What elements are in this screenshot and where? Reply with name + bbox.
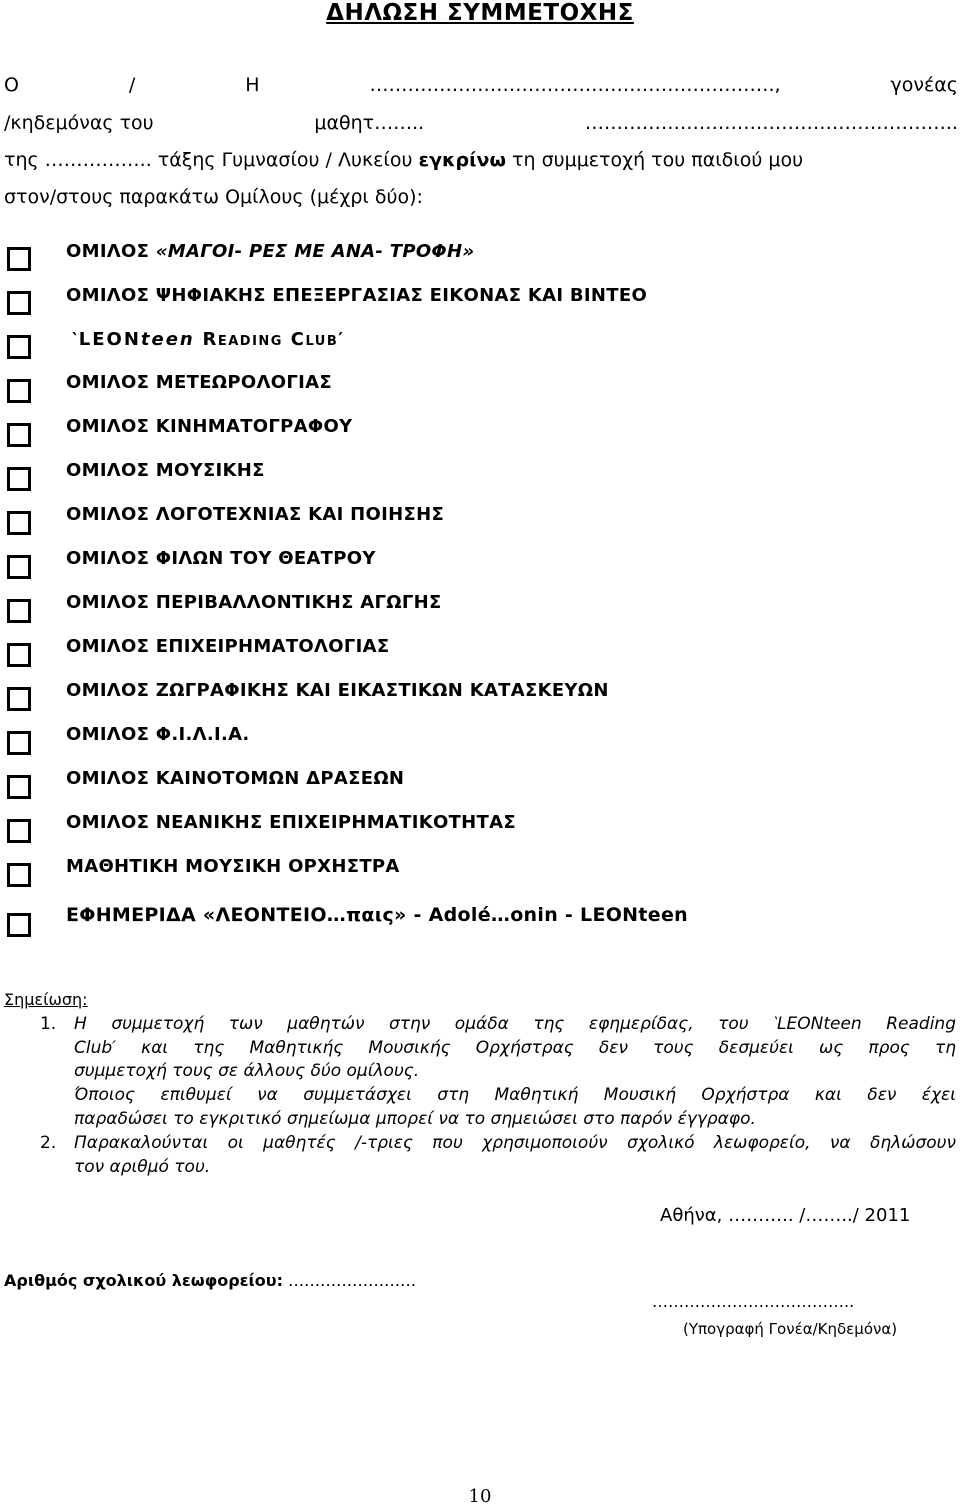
option-label: ΟΜΙΛΟΣ Φ.Ι.Λ.Ι.Α. xyxy=(66,724,250,745)
checkbox[interactable] xyxy=(7,643,31,667)
document-title: ΔΗΛΩΣΗ ΣΥΜΜΕΤΟΧΗΣ xyxy=(326,0,634,26)
checkbox[interactable] xyxy=(7,863,31,887)
note-line: τον αριθμό του. xyxy=(74,1157,211,1177)
checkbox[interactable] xyxy=(7,467,31,491)
checkbox[interactable] xyxy=(7,731,31,755)
note-line: Όποιος επιθυμεί να συμμετάσχει στη Μαθητική Μουσική Ορχήστρα και δεν έχει xyxy=(74,1085,956,1105)
bus-blank[interactable]: …………………… xyxy=(282,1271,417,1290)
checkbox[interactable] xyxy=(7,247,31,271)
checkbox[interactable] xyxy=(7,291,31,315)
option-label: ΜΑΘΗΤΙΚΗ ΜΟΥΣΙΚΗ ΟΡΧΗΣΤΡΑ xyxy=(66,856,400,877)
intro-line-3 xyxy=(4,149,803,171)
checkbox[interactable] xyxy=(7,555,31,579)
checkbox[interactable] xyxy=(7,775,31,799)
student-blank[interactable]: μαθητ…….. xyxy=(314,112,425,134)
checkbox[interactable] xyxy=(7,423,31,447)
intro-word: /κηδεμόνας του xyxy=(4,112,154,134)
intro-line-1 xyxy=(4,74,958,96)
signature-line[interactable]: ……………………………….. xyxy=(652,1292,855,1311)
approve-text: εγκρίνω xyxy=(418,149,507,171)
name-blank[interactable]: ………………………………………………………., xyxy=(369,74,781,96)
note-line: συμμετοχή τους σε άλλους δύο ομίλους. xyxy=(74,1061,420,1081)
intro-line-2 xyxy=(4,112,958,134)
checkbox[interactable] xyxy=(7,379,31,403)
option-label: ΟΜΙΛΟΣ ΖΩΓΡΑΦΙΚΗΣ ΚΑΙ ΕΙΚΑΣΤΙΚΩΝ ΚΑΤΑΣΚΕΥΩΝ xyxy=(66,680,609,701)
option-label: ΕΦΗΜΕΡΙΔΑ «ΛΕΟΝΤΕΙΟ…παις» - Adolé…onin - LEONteen xyxy=(66,904,688,926)
note-line: παραδώσει το εγκριτικό σημείωμα μπορεί να το σημειώσει στο παρόν έγγραφο. xyxy=(74,1109,756,1129)
option-label: ΟΜΙΛΟΣ ΕΠΙΧΕΙΡΗΜΑΤΟΛΟΓΙΑΣ xyxy=(66,636,390,657)
option-label: ΟΜΙΛΟΣ ΚΙΝΗΜΑΤΟΓΡΑΦΟΥ xyxy=(66,416,353,437)
intro-line-4: στον/στους παρακάτω Ομίλους (μέχρι δύο): xyxy=(4,186,423,208)
intro-text: τάξης Γυμνασίου / Λυκείου xyxy=(151,149,419,171)
date-field[interactable]: Αθήνα, ……….. /……../ 2011 xyxy=(660,1205,911,1226)
option-label: ΟΜΙΛΟΣ ΜΕΤΕΩΡΟΛΟΓΙΑΣ xyxy=(66,372,332,393)
option-label: ΟΜΙΛΟΣ ΝΕΑΝΙΚΗΣ ΕΠΙΧΕΙΡΗΜΑΤΙΚΟΤΗΤΑΣ xyxy=(66,812,516,833)
signature-label: (Υπογραφή Γονέα/Κηδεμόνα) xyxy=(683,1320,898,1338)
option-label: ‵LEONteen Reading Club′ xyxy=(72,329,345,350)
checkbox[interactable] xyxy=(7,819,31,843)
note-number: 1. xyxy=(40,1014,57,1034)
class-blank[interactable]: της …………….. xyxy=(4,149,152,171)
option-label: ΟΜΙΛΟΣ «ΜΑΓΟΙ- ΡΕΣ ΜΕ ΑΝΑ- ΤΡΟΦΗ» xyxy=(66,241,475,262)
checkbox[interactable] xyxy=(7,913,31,937)
option-label: ΟΜΙΛΟΣ ΠΕΡΙΒΑΛΛΟΝΤΙΚΗΣ ΑΓΩΓΗΣ xyxy=(66,592,442,613)
option-label: ΟΜΙΛΟΣ ΨΗΦΙΑΚΗΣ ΕΠΕΞΕΡΓΑΣΙΑΣ ΕΙΚΟΝΑΣ ΚΑΙ ΒΙΝΤΕΟ xyxy=(66,285,648,306)
checkbox[interactable] xyxy=(7,599,31,623)
note-line: Η συμμετοχή των μαθητών στην ομάδα της εφημερίδας, του ‵LEONteen Reading xyxy=(74,1014,956,1034)
note-number: 2. xyxy=(40,1133,57,1153)
bus-label: Αριθμός σχολικού λεωφορείου: xyxy=(4,1271,283,1290)
page-number: 10 xyxy=(468,1486,492,1507)
intro-word: Ο xyxy=(4,74,19,96)
checkbox[interactable] xyxy=(7,687,31,711)
bus-number-field[interactable] xyxy=(4,1271,416,1290)
intro-text: τη συμμετοχή του παιδιού μου xyxy=(506,149,804,171)
intro-word: γονέας xyxy=(890,74,958,96)
checkbox[interactable] xyxy=(7,335,31,359)
intro-word: / xyxy=(128,74,136,96)
checkbox[interactable] xyxy=(7,511,31,535)
option-label: ΟΜΙΛΟΣ ΛΟΓΟΤΕΧΝΙΑΣ ΚΑΙ ΠΟΙΗΣΗΣ xyxy=(66,504,445,525)
option-label: ΟΜΙΛΟΣ ΜΟΥΣΙΚΗΣ xyxy=(66,460,265,481)
notes-heading: Σημείωση: xyxy=(4,990,88,1009)
student-name-blank[interactable]: ………………………………………………….. xyxy=(584,112,958,134)
intro-word: Η xyxy=(245,74,260,96)
note-line: Club′ και της Μαθητικής Μουσικής Ορχήστρας δεν τους δεσμεύει ως προς τη xyxy=(74,1038,956,1058)
option-label: ΟΜΙΛΟΣ ΦΙΛΩΝ ΤΟΥ ΘΕΑΤΡΟΥ xyxy=(66,548,376,569)
note-line: Παρακαλούνται οι μαθητές /-τριες που χρησιμοποιούν σχολικό λεωφορείο, να δηλώσουν xyxy=(74,1133,956,1153)
option-label: ΟΜΙΛΟΣ ΚΑΙΝΟΤΟΜΩΝ ΔΡΑΣΕΩΝ xyxy=(66,768,405,789)
